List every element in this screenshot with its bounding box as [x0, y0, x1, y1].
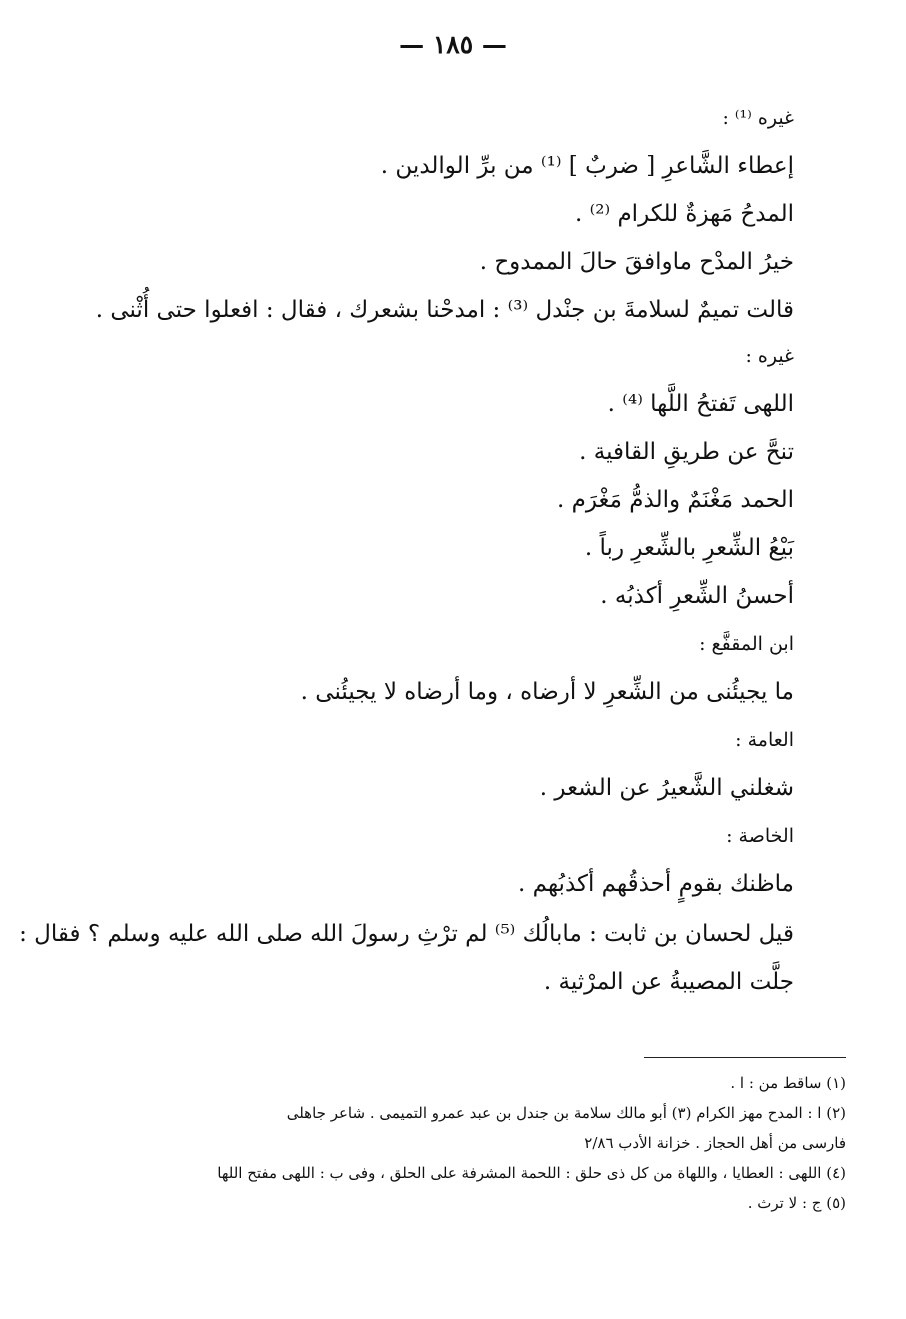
text-line: إعطاء الشَّاعرِ [ ضربٌ ] ⁽¹⁾ من برِّ الوالدين . — [380, 153, 794, 179]
text-line: خيرُ المدْح ماوافقَ حالَ الممدوح . — [479, 249, 794, 275]
text-line: بَيْعُ الشِّعرِ بالشِّعرِ رباً . — [584, 535, 794, 561]
text-line: المدحُ مَهزةٌ للكرام ⁽²⁾ . — [574, 201, 794, 227]
text-line: قالت تميمٌ لسلامةَ بن جنْدل ⁽³⁾ : امدحْنا بشعرك ، فقال : افعلوا حتى أُثْنى . — [95, 297, 794, 323]
footnote-divider — [644, 1057, 846, 1058]
heading-al-amma: العامة : — [735, 729, 794, 751]
text-line: قيل لحسان بن ثابت : مابالُك ⁽⁵⁾ لم ترْثِ رسولَ الله صلى الله عليه وسلم ؟ فقال : — [19, 921, 794, 947]
footnotes — [56, 1068, 846, 1218]
text-line: أحسنُ الشِّعرِ أكذبُه . — [600, 583, 794, 609]
heading-ibn-al-muqaffa: ابن المقفَّع : — [699, 633, 794, 655]
footnote-2-3: (٢) ا : المدح مهز الكرام (٣) أبو مالك سلامة بن جندل بن عبد عمرو التميمى . شاعر جاهلى — [286, 1104, 846, 1122]
heading-ghairuh-1: غيره ⁽¹⁾ : — [722, 107, 794, 129]
text-line: ما يجيئُنى من الشِّعرِ لا أرضاه ، وما أرضاه لا يجيئُنى . — [300, 679, 794, 705]
heading-ghairuh-2: غيره : — [745, 345, 794, 367]
footnote-3-continued: فارسى من أهل الحجاز . خزانة الأدب ٢/٨٦ — [584, 1134, 846, 1152]
heading-al-khassa: الخاصة : — [726, 825, 794, 847]
footnote-1: (١) ساقط من : ا . — [730, 1074, 846, 1092]
text-line: شغلني الشَّعيرُ عن الشعر . — [539, 775, 794, 801]
footnote-5: (٥) ج : لا ترث . — [747, 1194, 846, 1212]
text-line: تنحَّ عن طريقِ القافية . — [579, 439, 794, 465]
page-number: — ١٨٥ — — [399, 30, 507, 59]
text-line: جلَّت المصيبةُ عن المرْثية . — [543, 969, 794, 995]
footnote-4: (٤) اللهى : العطايا ، واللهاة من كل ذى حلق : اللحمة المشرفة على الحلق ، وفى ب : اللهى مفتح اللها — [217, 1164, 846, 1182]
main-text — [19, 95, 794, 1005]
text-line: الحمد مَغْنَمٌ والذمُّ مَغْرَم . — [557, 487, 794, 513]
text-line: ماظنك بقومٍ أحذقُهم أكذبُهم . — [518, 871, 794, 897]
text-line: اللهى تَفتحُ اللَّها ⁽⁴⁾ . — [607, 391, 794, 417]
